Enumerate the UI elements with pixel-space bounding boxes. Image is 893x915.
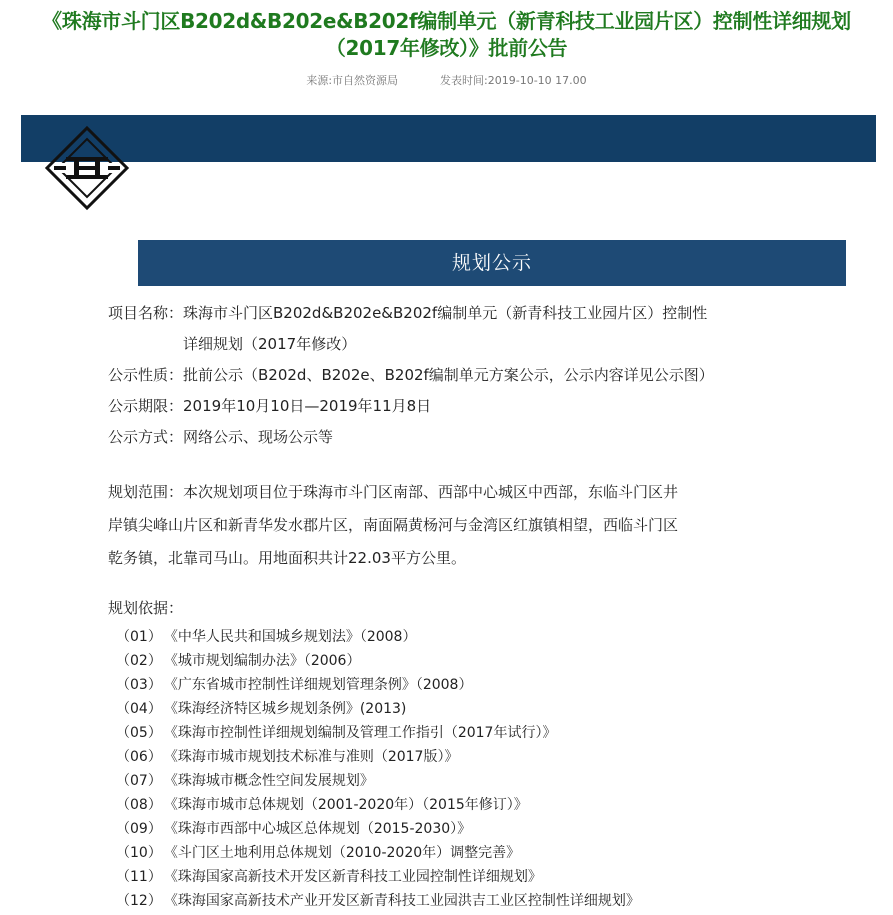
list-item — [116, 697, 848, 721]
info-value — [183, 391, 848, 422]
list-item-text: 《珠海国家高新技术开发区新青科技工业园控制性详细规划》 — [163, 869, 542, 885]
info-value-line: 珠海市斗门区B202d&B202e&B202f编制单元（新青科技工业园片区）控制性 — [183, 304, 708, 322]
list-item-number: （06） — [116, 749, 162, 765]
source-label: 来源:市自然资源局 — [306, 74, 399, 87]
list-item — [116, 793, 848, 817]
list-item-number: （03） — [116, 677, 162, 693]
info-value-line: 网络公示、现场公示等 — [183, 428, 334, 446]
list-item-text: 《珠海市控制性详细规划编制及管理工作指引（2017年试行）》 — [163, 725, 557, 741]
info-value — [183, 360, 848, 391]
list-item — [116, 841, 848, 865]
list-item-text: 《珠海市城市总体规划（2001-2020年）（2015年修订）》 — [163, 797, 528, 813]
list-item-text: 《中华人民共和国城乡规划法》（2008） — [163, 629, 417, 645]
info-value-line: 2019年10月10日—2019年11月8日 — [183, 397, 432, 415]
list-item-number: （07） — [116, 773, 162, 789]
list-item-text: 《城市规划编制办法》（2006） — [163, 653, 361, 669]
scope-line: 乾务镇，北靠司马山。用地面积共计22.03平方公里。 — [108, 549, 466, 567]
article-title — [0, 8, 893, 62]
planning-scope-paragraph — [108, 476, 848, 575]
list-item-text: 《珠海市城市规划技术标准与准则（2017版）》 — [163, 749, 459, 765]
list-item-number: （08） — [116, 797, 162, 813]
info-value-line: 详细规划（2017年修改） — [183, 335, 357, 353]
article-title-line-2: （2017年修改）》批前公告 — [325, 36, 568, 60]
info-value — [183, 422, 848, 453]
list-item — [116, 769, 848, 793]
info-value-line: 批前公示（B202d、B202e、B202f编制单元方案公示，公示内容详见公示图） — [183, 366, 714, 384]
planning-basis-heading: 规划依据： — [108, 599, 184, 617]
info-label: 公示性质： — [108, 366, 184, 384]
planning-emblem-icon — [44, 125, 130, 211]
list-item-number: （10） — [116, 845, 162, 861]
list-item-text: 《斗门区土地利用总体规划（2010-2020年）调整完善》 — [163, 845, 521, 861]
list-item-text: 《珠海国家高新技术产业开发区新青科技工业园洪吉工业区控制性详细规划》 — [163, 893, 640, 909]
list-item — [116, 745, 848, 769]
poster-top-bar — [21, 115, 876, 162]
info-row-notice-type — [108, 360, 848, 391]
list-item-number: （04） — [116, 701, 162, 717]
list-item-text: 《珠海市西部中心城区总体规划（2015-2030）》 — [163, 821, 472, 837]
publish-time: 发表时间:2019-10-10 17.00 — [440, 74, 587, 87]
info-label: 公示期限： — [108, 397, 184, 415]
list-item — [116, 817, 848, 841]
scope-line: 规划范围：本次规划项目位于珠海市斗门区南部、西部中心城区中西部，东临斗门区井 — [108, 483, 679, 501]
list-item-number: （01） — [116, 629, 162, 645]
list-item-text: 《珠海城市概念性空间发展规划》 — [163, 773, 374, 789]
list-item — [116, 865, 848, 889]
info-row-notice-method — [108, 422, 848, 453]
planning-basis-list — [108, 625, 848, 913]
list-item-number: （11） — [116, 869, 162, 885]
list-item-number: （02） — [116, 653, 162, 669]
list-item-number: （09） — [116, 821, 162, 837]
list-item — [116, 625, 848, 649]
info-row-project-name — [108, 298, 848, 360]
list-item-number: （12） — [116, 893, 162, 909]
notice-content — [108, 298, 848, 913]
list-item-number: （05） — [116, 725, 162, 741]
info-label: 公示方式： — [108, 428, 184, 446]
info-label: 项目名称： — [108, 304, 184, 322]
list-item — [116, 649, 848, 673]
list-item — [116, 889, 848, 913]
section-title-banner: 规划公示 — [138, 240, 846, 286]
article-meta — [0, 72, 893, 88]
scope-line: 岸镇尖峰山片区和新青华发水郡片区，南面隔黄杨河与金湾区红旗镇相望，西临斗门区 — [108, 516, 679, 534]
list-item — [116, 721, 848, 745]
list-item-text: 《广东省城市控制性详细规划管理条例》（2008） — [163, 677, 473, 693]
list-item — [116, 673, 848, 697]
info-value — [183, 298, 848, 360]
list-item-text: 《珠海经济特区城乡规划条例》(2013) — [163, 701, 407, 717]
article-title-line-1: 《珠海市斗门区B202d&B202e&B202f编制单元（新青科技工业园片区）控制性详细规划 — [42, 9, 851, 33]
info-row-notice-period — [108, 391, 848, 422]
